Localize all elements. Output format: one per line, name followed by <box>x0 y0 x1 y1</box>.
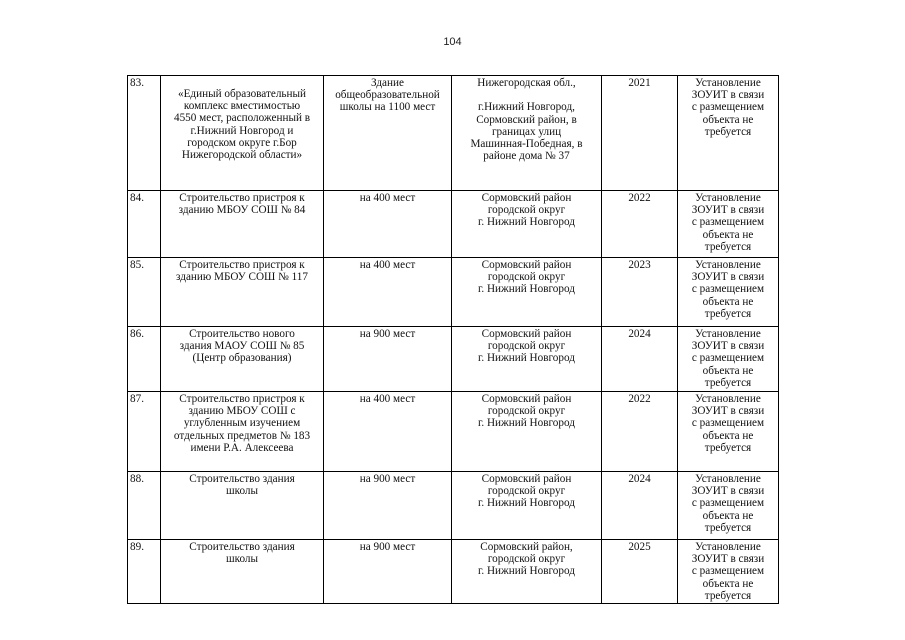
table-row <box>128 191 779 258</box>
object-year: 2025 <box>602 540 678 604</box>
object-note: Установление ЗОУИТ в связи с размещением объекта не требуется <box>678 258 779 327</box>
object-year: 2021 <box>602 76 678 191</box>
object-year: 2022 <box>602 392 678 472</box>
object-capacity: на 900 мест <box>324 472 452 540</box>
object-note: Установление ЗОУИТ в связи с размещением объекта не требуется <box>678 392 779 472</box>
object-note: Установление ЗОУИТ в связи с размещением объекта не требуется <box>678 472 779 540</box>
object-year: 2024 <box>602 472 678 540</box>
object-year: 2022 <box>602 191 678 258</box>
table-row <box>128 76 779 191</box>
object-name: Строительство пристроя к зданию МБОУ СОШ с углубленным изучением отдельных предметов № 183 имени Р.А. Алексеева <box>161 392 324 472</box>
object-location: Сормовский район, городской округ г. Нижний Новгород <box>452 540 602 604</box>
object-location: Сормовский район городской округ г. Нижний Новгород <box>452 258 602 327</box>
object-note: Установление ЗОУИТ в связи с размещением объекта не требуется <box>678 76 779 191</box>
object-capacity: на 900 мест <box>324 327 452 392</box>
row-number: 87. <box>128 392 161 472</box>
row-number: 88. <box>128 472 161 540</box>
object-capacity: Здание общеобразовательной школы на 1100 мест <box>324 76 452 191</box>
object-location: Сормовский район городской округ г. Нижний Новгород <box>452 472 602 540</box>
row-number: 84. <box>128 191 161 258</box>
object-name: Строительство пристроя к зданию МБОУ СОШ № 117 <box>161 258 324 327</box>
object-location: Сормовский район городской округ г. Нижний Новгород <box>452 191 602 258</box>
page-number: 104 <box>443 36 462 48</box>
object-note: Установление ЗОУИТ в связи с размещением объекта не требуется <box>678 191 779 258</box>
table-row <box>128 258 779 327</box>
row-number: 85. <box>128 258 161 327</box>
object-name: Строительство пристроя к зданию МБОУ СОШ № 84 <box>161 191 324 258</box>
object-capacity: на 400 мест <box>324 191 452 258</box>
table-row <box>128 472 779 540</box>
object-location: Нижегородская обл., г.Нижний Новгород, Сормовский район, в границах улиц Машинная-Победная, в районе дома № 37 <box>452 76 602 191</box>
object-year: 2024 <box>602 327 678 392</box>
object-note: Установление ЗОУИТ в связи с размещением объекта не требуется <box>678 540 779 604</box>
objects-table <box>127 75 779 604</box>
object-name: Строительство здания школы <box>161 472 324 540</box>
object-name: Строительство здания школы <box>161 540 324 604</box>
object-capacity: на 400 мест <box>324 258 452 327</box>
row-number: 86. <box>128 327 161 392</box>
row-number: 83. <box>128 76 161 191</box>
table-row <box>128 392 779 472</box>
object-location: Сормовский район городской округ г. Нижний Новгород <box>452 327 602 392</box>
object-name: «Единый образовательный комплекс вместимостью 4550 мест, расположенный в г.Нижний Новгород и городском округе г.Бор Нижегородской области» <box>161 76 324 191</box>
object-year: 2023 <box>602 258 678 327</box>
row-number: 89. <box>128 540 161 604</box>
table-row <box>128 540 779 604</box>
object-note: Установление ЗОУИТ в связи с размещением объекта не требуется <box>678 327 779 392</box>
object-name: Строительство нового здания МАОУ СОШ № 85 (Центр образования) <box>161 327 324 392</box>
object-location: Сормовский район городской округ г. Нижний Новгород <box>452 392 602 472</box>
object-capacity: на 900 мест <box>324 540 452 604</box>
table-row <box>128 327 779 392</box>
object-capacity: на 400 мест <box>324 392 452 472</box>
